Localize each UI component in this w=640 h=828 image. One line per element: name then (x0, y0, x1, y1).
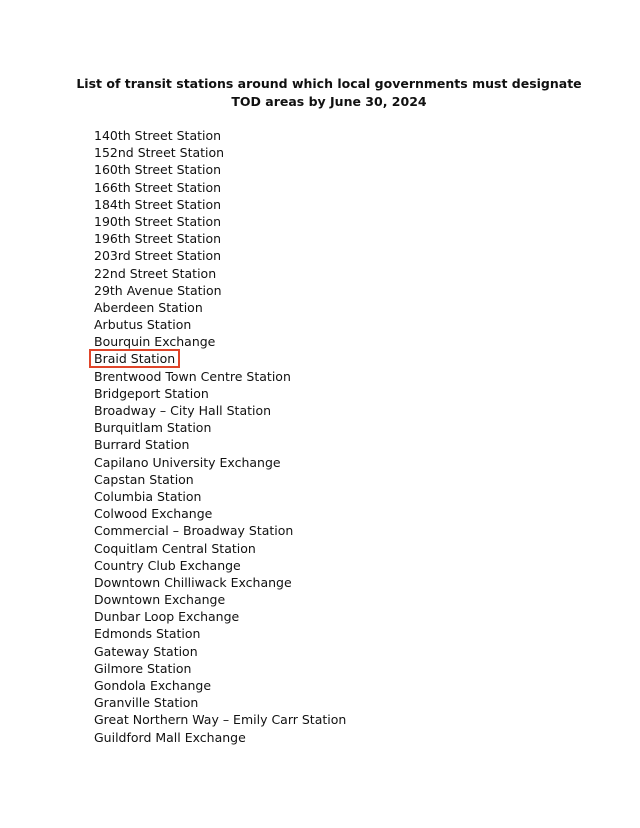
station-list-item (94, 196, 346, 213)
station-list-item (94, 436, 346, 453)
station-name: Great Northern Way – Emily Carr Station (94, 712, 347, 728)
station-list-item (94, 419, 346, 436)
station-name: Braid Station (94, 351, 176, 367)
title-line-2: TOD areas by June 30, 2024 (231, 94, 427, 109)
station-name: Burquitlam Station (94, 420, 212, 436)
station-name: 184th Street Station (94, 196, 222, 212)
station-name: 190th Street Station (94, 213, 222, 229)
station-list-item (94, 625, 346, 642)
station-list-item (94, 161, 346, 178)
station-name: Colwood Exchange (94, 506, 213, 522)
station-name: Brentwood Town Centre Station (94, 368, 291, 384)
station-list-item (94, 505, 346, 522)
station-name: 196th Street Station (94, 231, 222, 247)
station-name: Arbutus Station (94, 317, 192, 333)
station-name: Bourquin Exchange (94, 334, 216, 350)
station-name: 160th Street Station (94, 162, 222, 178)
station-list-item (94, 591, 346, 608)
station-name: Columbia Station (94, 488, 202, 504)
station-name: 29th Avenue Station (94, 282, 222, 298)
station-name: Aberdeen Station (94, 299, 203, 315)
station-name: Downtown Chilliwack Exchange (94, 574, 292, 590)
station-name: Coquitlam Central Station (94, 540, 256, 556)
station-list-item (94, 127, 346, 144)
station-name: Gilmore Station (94, 660, 192, 676)
title-line-1: List of transit stations around which local governments must designate (76, 76, 582, 91)
station-list-item (94, 677, 346, 694)
station-list-item (94, 643, 346, 660)
station-list-item (94, 282, 346, 299)
document-title (70, 75, 588, 111)
station-name: Gateway Station (94, 643, 198, 659)
station-list-item (94, 368, 346, 385)
station-name: 140th Street Station (94, 128, 222, 143)
station-list-item (94, 711, 346, 728)
station-list (94, 127, 346, 746)
station-name: Dunbar Loop Exchange (94, 609, 240, 625)
station-name: Edmonds Station (94, 626, 201, 642)
station-list-item (94, 299, 346, 316)
station-name: 166th Street Station (94, 179, 222, 195)
station-name: Gondola Exchange (94, 678, 212, 693)
station-list-item (94, 213, 346, 230)
station-list-item (94, 540, 346, 557)
station-name: 152nd Street Station (94, 145, 225, 161)
station-name: Country Club Exchange (94, 557, 241, 573)
station-list-item (94, 454, 346, 471)
station-name: Capstan Station (94, 471, 194, 487)
station-list-item (94, 557, 346, 574)
station-name: Downtown Exchange (94, 592, 226, 608)
station-list-item (94, 179, 346, 196)
station-list-item (94, 385, 346, 402)
station-name: 203rd Street Station (94, 248, 222, 264)
station-list-item (94, 608, 346, 625)
station-list-item (94, 522, 346, 539)
station-name: 22nd Street Station (94, 265, 217, 281)
station-name: Capilano University Exchange (94, 454, 281, 470)
station-name: Guildford Mall Exchange (94, 729, 246, 745)
station-name: Burrard Station (94, 437, 190, 453)
station-list-item-highlighted (94, 350, 346, 367)
station-list-item (94, 471, 346, 488)
station-list-item (94, 333, 346, 350)
station-list-item (94, 660, 346, 677)
station-list-item (94, 574, 346, 591)
station-list-item (94, 144, 346, 161)
station-list-item (94, 694, 346, 711)
station-name: Commercial – Broadway Station (94, 523, 294, 539)
station-list-item (94, 265, 346, 282)
station-name: Bridgeport Station (94, 385, 209, 401)
station-list-item (94, 316, 346, 333)
station-list-item (94, 230, 346, 247)
station-name: Granville Station (94, 695, 199, 711)
station-list-item (94, 729, 346, 746)
station-list-item (94, 488, 346, 505)
station-list-item (94, 402, 346, 419)
station-list-item (94, 247, 346, 264)
station-name: Broadway – City Hall Station (94, 403, 272, 418)
